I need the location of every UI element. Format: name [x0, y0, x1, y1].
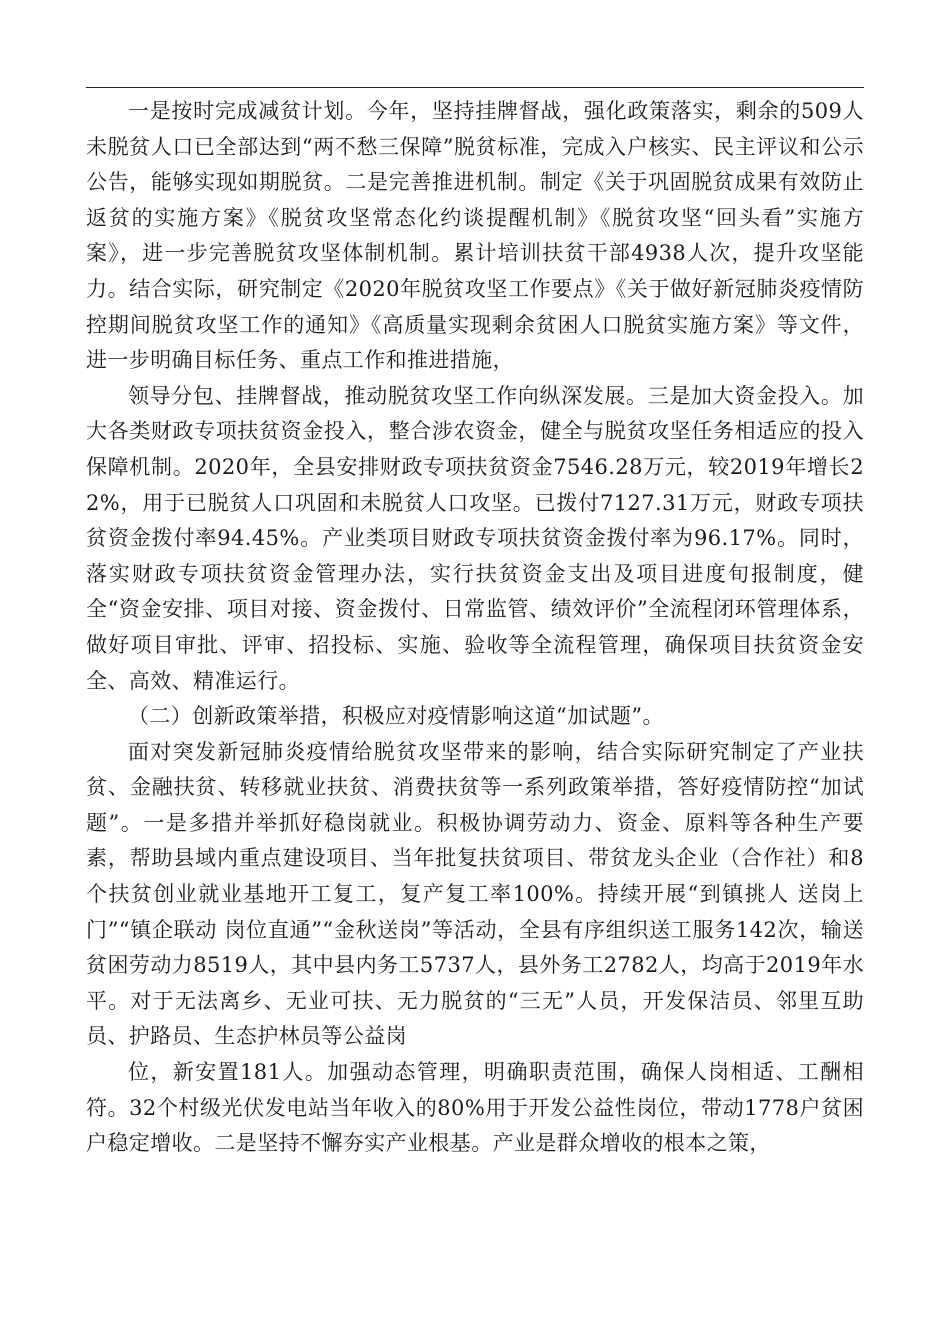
paragraph-epidemic-response: 面对突发新冠肺炎疫情给脱贫攻坚带来的影响，结合实际研究制定了产业扶贫、金融扶贫、转移就业扶贫、消费扶贫等一系列政策举措，答好疫情防控“加试题”。一是多措并举抓好稳岗就业。积极协调劳动力、资金、原料等各种生产要素，帮助县域内重点建设项目、当年批复扶贫项目、带贫龙头企业（合作社）和8个扶贫创业就业基地开工复工，复产复工率100%。持续开展“到镇挑人 送岗上门”“镇企联动 岗位直通”“金秋送岗”等活动，全县有序组织送工服务142次，输送贫困劳动力8519人，其中县内务工5737人，县外务工2782人，均高于2019年水平。对于无法离乡、无业可扶、无力脱贫的“三无”人员，开发保洁员、邻里互助员、护路员、生态护林员等公益岗 — [86, 739, 864, 1049]
paragraph-poverty-plan: 一是按时完成减贫计划。今年，坚持挂牌督战，强化政策落实，剩余的509人未脱贫人口已全部达到“两不愁三保障”脱贫标准，完成入户核实、民主评议和公示公告，能够实现如期脱贫。二是完善推进机制。制定《关于巩固脱贫成果有效防止返贫的实施方案》《脱贫攻坚常态化约谈提醒机制》《脱贫攻坚“回头看”实施方案》，进一步完善脱贫攻坚体制机制。累计培训扶贫干部4938人次，提升攻坚能力。结合实际，研究制定《2020年脱贫攻坚工作要点》《关于做好新冠肺炎疫情防控期间脱贫攻坚工作的通知》《高质量实现剩余贫困人口脱贫实施方案》等文件，进一步明确目标任务、重点工作和推进措施， — [86, 99, 864, 373]
header-rule — [86, 87, 864, 88]
paragraph-funding: 领导分包、挂牌督战，推动脱贫攻坚工作向纵深发展。三是加大资金投入。加大各类财政专项扶贫资金投入，整合涉农资金，健全与脱贫攻坚任务相适应的投入保障机制。2020年，全县安排财政专项扶贫资金7546.28万元，较2019年增长22%，用于已脱贫人口巩固和未脱贫人口攻坚。已拨付7127.31万元，财政专项扶贫资金拨付率94.45%。产业类项目财政专项扶贫资金拨付率为96.17%。同时，落实财政专项扶贫资金管理办法，实行扶贫资金支出及项目进度旬报制度，健全“资金安排、项目对接、资金拨付、日常监管、绩效评价”全流程闭环管理体系，做好项目审批、评审、招投标、实施、验收等全流程管理，确保项目扶贫资金安全、高效、精准运行。 — [86, 383, 864, 693]
paragraph-employment: 位，新安置181人。加强动态管理，明确职责范围，确保人岗相适、工酬相符。32个村级光伏发电站当年收入的80%用于开发公益性岗位，带动1778户贫困户稳定增收。二是坚持不懈夯实产业根基。产业是群众增收的根本之策， — [86, 1060, 864, 1156]
section-heading-epidemic: （二）创新政策举措，积极应对疫情影响这道“加试题”。 — [128, 704, 664, 729]
document-body — [86, 94, 864, 1162]
